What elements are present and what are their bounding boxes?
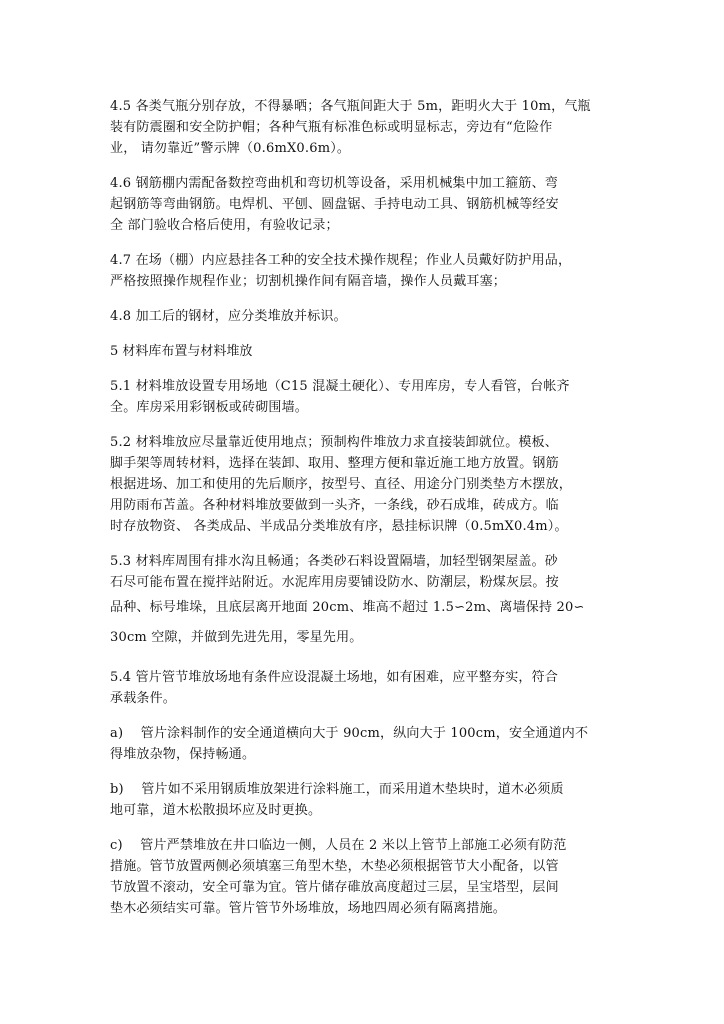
text-line: 措施。管节放置两侧必须填塞三角型木垫，木垫必须根据管节大小配备，以管 [110,859,559,874]
document-page [110,96,620,933]
paragraph-b [110,779,620,821]
text-line: 根据进场、加工和使用的先后顺序，按型号、直径、用途分门别类垫方木摆放， [110,477,573,492]
text-line: 5.4 管片管节堆放场地有条件应设混凝土场地，如有困难，应平整夯实，符合 [110,670,559,685]
text-line: b) 管片如不采用钢质堆放架进行涂料施工，而采用道木垫块时，道木必须质 [110,782,564,797]
text-line: 得堆放杂物，保持畅通。 [110,747,256,762]
text-line: 4.7 在场（棚）内应悬挂各工种的安全技术操作规程；作业人员戴好防护用品， [110,253,572,268]
paragraph-c [110,835,620,919]
text-line: 节放置不滚动，安全可靠为宜。管片储存碓放高度超过三层，呈宝塔型，层间 [110,880,559,895]
text-line: 5.1 材料堆放设置专用场地（C15 混凝土硬化）、专用库房，专人看管，台帐齐 [110,379,570,394]
paragraph-5-3 [110,551,620,593]
text-line: 垫木必须结实可靠。管片管节外场堆放，场地四周必须有隔离措施。 [110,901,507,916]
text-line: 脚手架等周转材料，选择在装卸、取用、整理方便和靠近施工地方放置。钢筋 [110,456,559,471]
text-line: 业， 请勿靠近”警示牌（0.6mX0.6m）。 [110,141,351,156]
paragraph-4-6 [110,173,620,236]
text-line: 4.8 加工后的钢材，应分类堆放并标识。 [110,309,347,324]
paragraph-a [110,723,620,765]
text-line: a) 管片涂料制作的安全通道横向大于 90cm，纵向大于 100cm，安全通道内不 [110,726,589,741]
text-line: 4.6 钢筋棚内需配备数控弯曲机和弯切机等设备，采用机械集中加工箍筋、弯 [110,176,559,191]
text-line: 4.5 各类气瓶分别存放，不得暴晒；各气瓶间距大于 5m，距明火大于 10m，气瓶 [110,99,591,114]
heading-text: 5 材料库布置与材料堆放 [110,344,253,359]
paragraph-4-7 [110,250,620,292]
text-line: 起钢筋等弯曲钢筋。电焊机、平刨、圆盘锯、手持电动工具、钢筋机械等经安 [110,197,559,212]
paragraph-4-5 [110,96,620,159]
text-line: 品种、标号堆垛，且底层离开地面 20cm、堆高不超过 1.5∽2m、离墙保持 20∽ [110,600,585,615]
text-line: 用防雨布苫盖。各种材料堆放要做到一头齐，一条线，砂石成堆，砖成方。临 [110,498,559,513]
text-line: c) 管片严禁堆放在井口临边一侧，人员在 2 米以上管节上部施工必须有防范 [110,838,567,853]
paragraph-5-1 [110,376,620,418]
paragraph-5-3-continued [110,593,620,653]
text-line: 30cm 空隙，并做到先进先用，零星先用。 [110,630,363,645]
text-line: 地可靠，道木松散损坏应及时更换。 [110,803,322,818]
section-heading-5 [110,341,620,362]
text-line: 严格按照操作规程作业；切割机操作间有隔音墙，操作人员戴耳塞； [110,274,507,289]
text-line: 5.2 材料堆放应尽量靠近使用地点；预制构件堆放力求直接装卸就位。模板、 [110,435,559,450]
paragraph-5-4 [110,667,620,709]
text-line: 全。库房采用彩钢板或砖砌围墙。 [110,400,309,415]
text-line: 承载条件。 [110,691,177,706]
text-line: 时存放物资、 各类成品、半成品分类堆放有序，悬挂标识牌（0.5mX0.4m）。 [110,519,568,534]
paragraph-4-8 [110,306,620,327]
text-line: 全 部门验收合格后使用，有验收记录； [110,218,339,233]
text-line: 5.3 材料库周围有排水沟且畅通；各类砂石料设置隔墙，加轻型钢架屋盖。砂 [110,554,559,569]
text-line: 装有防震圈和安全防护帽；各种气瓶有标准色标或明显标志，旁边有“危险作 [110,120,553,135]
paragraph-5-2 [110,432,620,537]
text-line: 石尽可能布置在搅拌站附近。水泥库用房要铺设防水、防潮层，粉煤灰层。按 [110,575,559,590]
